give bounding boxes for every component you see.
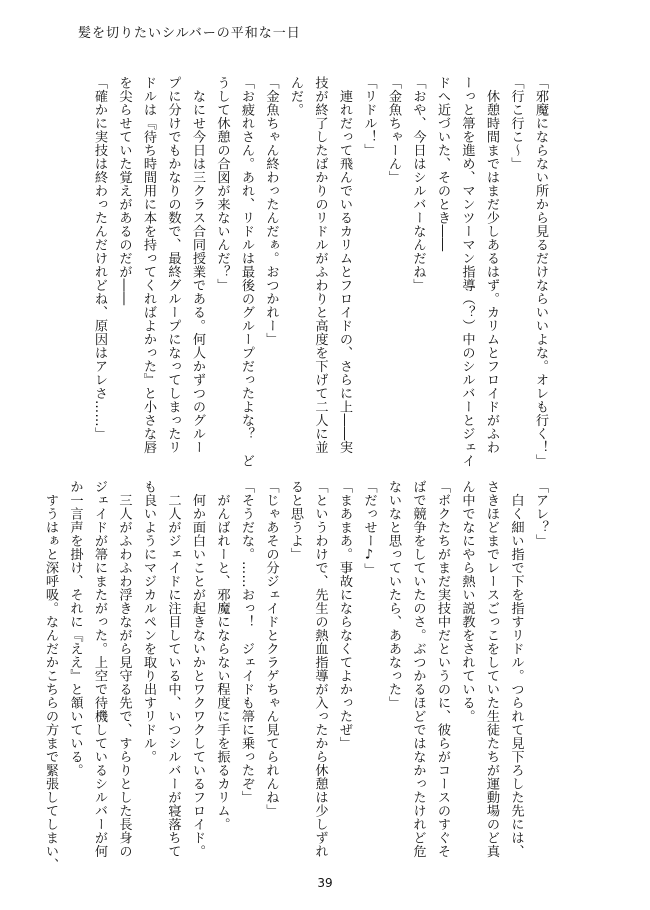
text-block-lower xyxy=(43,480,552,872)
text-line: プに分けでもかなりの数で、最終グループになってしまったリ xyxy=(165,76,181,454)
text-line: 「じゃあその分ジェイドとクラゲちゃん見てられんね」 xyxy=(263,480,279,818)
text-line: 「邪魔にならない所から見るだけならいいよな。オレも行く！」 xyxy=(533,76,548,468)
text-line: 二人がジェイドに注目している中、いつシルバーが寝落ちて xyxy=(165,480,181,858)
text-line: 「おや、今日はシルバーなんだね」 xyxy=(410,76,426,292)
text-line: を尖らせていた覚えがあるのだが―― xyxy=(116,76,132,306)
text-line: ないなと思っていたら、ああなった」 xyxy=(386,480,401,710)
text-line: がんばれーと、邪魔にならない程度に手を振るカリム。 xyxy=(214,480,230,831)
text-line: 「リドル！」 xyxy=(361,76,377,157)
text-line: ばで競争をしていたのさ。ぶつかるほどではなかったけれど危 xyxy=(410,480,426,858)
text-line: 「金魚ちゃーん」 xyxy=(386,76,401,184)
text-line: 技が終了したばかりのリドルがふわりと高度を下げて二人に並 xyxy=(312,76,328,454)
text-line: 「まあまあ。事故にならなくてよかったぜ」 xyxy=(337,480,352,750)
text-line: ーっと箒を進め、マンツーマン指導（？）中のシルバーとジェイ xyxy=(459,76,475,468)
text-line: 「アレ？」 xyxy=(533,480,548,548)
text-line: ドへ近づいた、そのとき―― xyxy=(435,76,450,252)
text-line: か一言声を掛け、それに『ええ』と頷いている。 xyxy=(67,480,83,777)
text-line: 「ボクたちがまだ実技中だというのに、彼らがコースのすぐそ xyxy=(435,480,450,858)
text-line: 連れだって飛んでいるカリムとフロイドの、さらに上――実 xyxy=(337,76,352,454)
page-number: 39 xyxy=(317,876,333,890)
text-line: 「というわけで、先生の熱血指導が入ったから休憩は少しずれ xyxy=(312,480,328,858)
text-block-upper xyxy=(92,76,552,468)
text-line: ん中でなにやら熱い説教をされている。 xyxy=(459,480,475,723)
text-line: 休憩時間まではまだ少しあるはず。カリムとフロイドがふわ xyxy=(484,76,499,454)
text-line: 「行こ行こ～」 xyxy=(508,76,524,171)
text-line: うして休憩の合図が来ないんだ？」 xyxy=(214,76,230,292)
text-line: ドルは『待ち時間用に本を持ってくればよかった』と小さな唇 xyxy=(141,76,156,454)
text-line: 「金魚ちゃん終わったんだぁ。おつかれー」 xyxy=(263,76,279,346)
text-line: 「だっせー♪」 xyxy=(361,480,377,577)
text-line: 「そうだな。……おっ！ ジェイドも箒に乗ったぞ」 xyxy=(239,480,254,804)
text-line: すうはぁと深呼吸。なんだかこちらの方まで緊張してしまい、 xyxy=(43,480,58,872)
text-line: ると思うよ」 xyxy=(288,480,303,561)
text-line: なにせ今日は三クラス合同授業である。何人かずつのグルー xyxy=(190,76,205,454)
text-line: 何か面白いことが起きないかとワクワクしているフロイド。 xyxy=(190,480,205,858)
text-line: さきほどまでレースごっこをしていた生徒たちが運動場のど真 xyxy=(484,480,499,858)
text-line: 「確かに実技は終わったんだけれどね、原因はアレさ……」 xyxy=(92,76,107,441)
text-line: ジェイドが箒にまたがった。上空で待機しているシルバーが何 xyxy=(92,480,107,858)
text-line: 「お疲れさん。あれ、リドルは最後のグループだったよな？ ど xyxy=(239,76,254,468)
text-line: 白く細い指で下を指すリドル。つられて見下ろした先には、 xyxy=(508,480,524,858)
text-line: 三人がふわふわ浮きながら見守る先で、すらりとした長身の xyxy=(116,480,132,858)
text-line: も良いようにマジカルペンを取り出すリドル。 xyxy=(141,480,156,764)
page-title: 髪を切りたいシルバーの平和な一日 xyxy=(78,26,301,41)
text-line: んだ。 xyxy=(288,76,303,117)
